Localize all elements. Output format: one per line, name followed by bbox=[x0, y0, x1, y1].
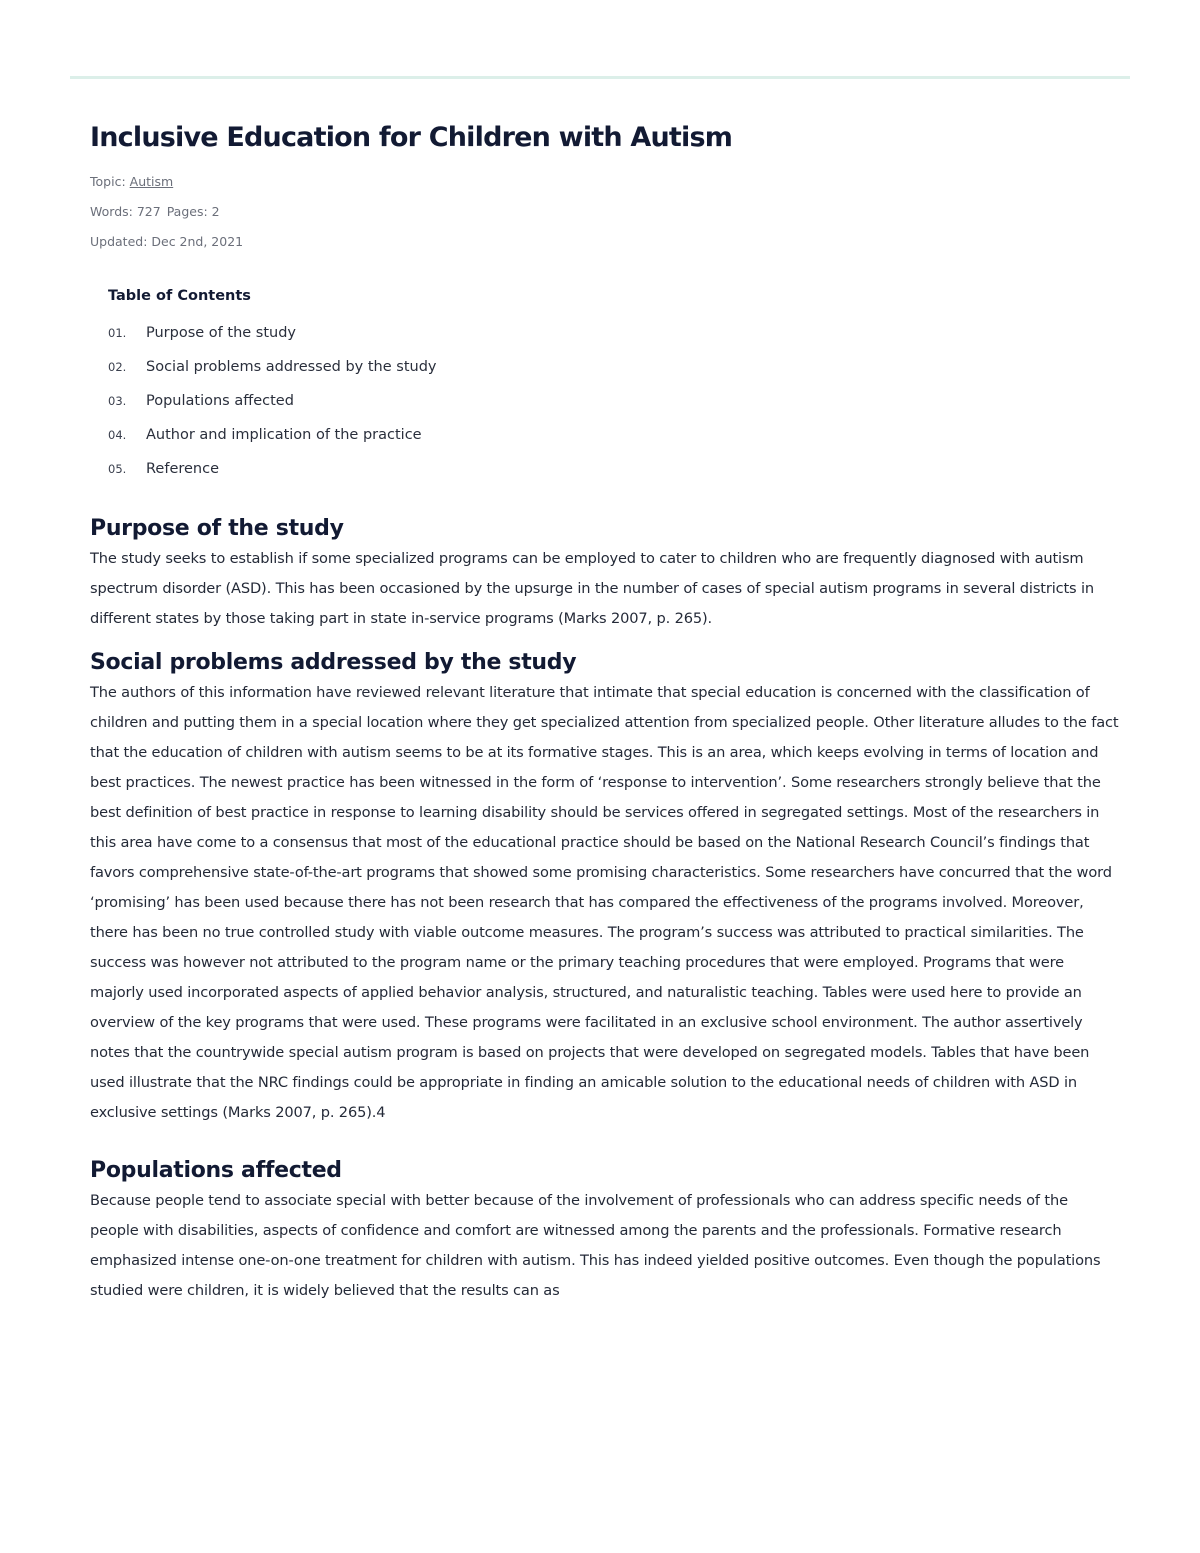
table-of-contents bbox=[108, 286, 1120, 486]
toc-link[interactable]: Social problems addressed by the study bbox=[146, 359, 437, 375]
toc-item-purpose[interactable] bbox=[108, 316, 1120, 350]
topic-meta bbox=[90, 174, 1120, 190]
toc-link[interactable]: Purpose of the study bbox=[146, 325, 297, 341]
section-heading: Populations affected bbox=[90, 1158, 342, 1183]
page-title: Inclusive Education for Children with Autism bbox=[90, 122, 733, 153]
stats-meta bbox=[90, 204, 1120, 220]
word-count: Words: 727 bbox=[90, 204, 161, 219]
toc-number: 02. bbox=[108, 360, 127, 374]
section-social-problems bbox=[90, 648, 1120, 1128]
toc-list bbox=[108, 316, 1120, 486]
toc-item-author[interactable] bbox=[108, 418, 1120, 452]
toc-title: Table of Contents bbox=[108, 288, 251, 304]
section-heading: Purpose of the study bbox=[90, 516, 344, 541]
toc-number: 05. bbox=[108, 462, 127, 476]
toc-link[interactable]: Author and implication of the practice bbox=[146, 427, 422, 443]
section-heading: Social problems addressed by the study bbox=[90, 650, 577, 675]
section-body: The study seeks to establish if some specialized programs can be employed to cater to children who are frequently diagnosed with autism spectrum disorder (ASD). This has been occasioned by the upsurge in the number of cases of special autism programs in several districts in different states by those taking part in state in-service programs (Marks 2007, p. 265). bbox=[90, 550, 1094, 627]
section-body: Because people tend to associate special with better because of the involvement of professionals who can address specific needs of the people with disabilities, aspects of confidence and comfort are witnessed among the parents and the professionals. Formative research emphasized intense one-on-one treatment for children with autism. This has indeed yielded positive outcomes. Even though the populations studied were children, it is widely believed that the results can as bbox=[90, 1192, 1101, 1299]
toc-number: 03. bbox=[108, 394, 127, 408]
toc-link[interactable]: Reference bbox=[146, 461, 220, 477]
toc-item-social-problems[interactable] bbox=[108, 350, 1120, 384]
section-populations bbox=[90, 1156, 1120, 1306]
document-page bbox=[90, 116, 1120, 1306]
toc-number: 04. bbox=[108, 428, 127, 442]
page-count: Pages: 2 bbox=[166, 204, 220, 219]
section-body: The authors of this information have reviewed relevant literature that intimate that special education is concerned with the classification of children and putting them in a special location where they get specialized attention from specialized people. Other literature alludes to the fact that the education of children with autism seems to be at its formative stages. This is an area, which keeps evolving in terms of location and best practices. The newest practice has been witnessed in the form of ‘response to intervention’. Some researchers strongly believe that the best definition of best practice in response to learning disability should be services offered in segregated settings. Most of the researchers in this area have come to a consensus that most of the educational practice should be based on the National Research Council’s findings that favors comprehensive state-of-the-art programs that showed some promising characteristics. Some researchers have concurred that the word ‘promising’ has been used because there has not been research that has compared the effectiveness of the programs involved. Moreover, there has been no true controlled study with viable outcome measures. The program’s success was attributed to practical similarities. The success was however not attributed to the program name or the primary teaching procedures that were employed. Programs that were majorly used incorporated aspects of applied behavior analysis, structured, and naturalistic teaching. Tables were used here to provide an overview of the key programs that were used. These programs were facilitated in an exclusive school environment. The author assertively notes that the countrywide special autism program is based on projects that were developed on segregated models. Tables that have been used illustrate that the NRC findings could be appropriate in finding an amicable solution to the educational needs of children with ASD in exclusive settings (Marks 2007, p. 265).4 bbox=[90, 684, 1119, 1121]
topic-label: Topic: bbox=[90, 174, 126, 189]
section-purpose bbox=[90, 514, 1120, 634]
topic-link[interactable]: Autism bbox=[129, 174, 174, 189]
toc-link[interactable]: Populations affected bbox=[146, 393, 294, 409]
toc-item-populations[interactable] bbox=[108, 384, 1120, 418]
toc-number: 01. bbox=[108, 326, 127, 340]
updated-date: Updated: Dec 2nd, 2021 bbox=[90, 234, 244, 249]
toc-item-reference[interactable] bbox=[108, 452, 1120, 486]
top-divider bbox=[70, 76, 1130, 79]
